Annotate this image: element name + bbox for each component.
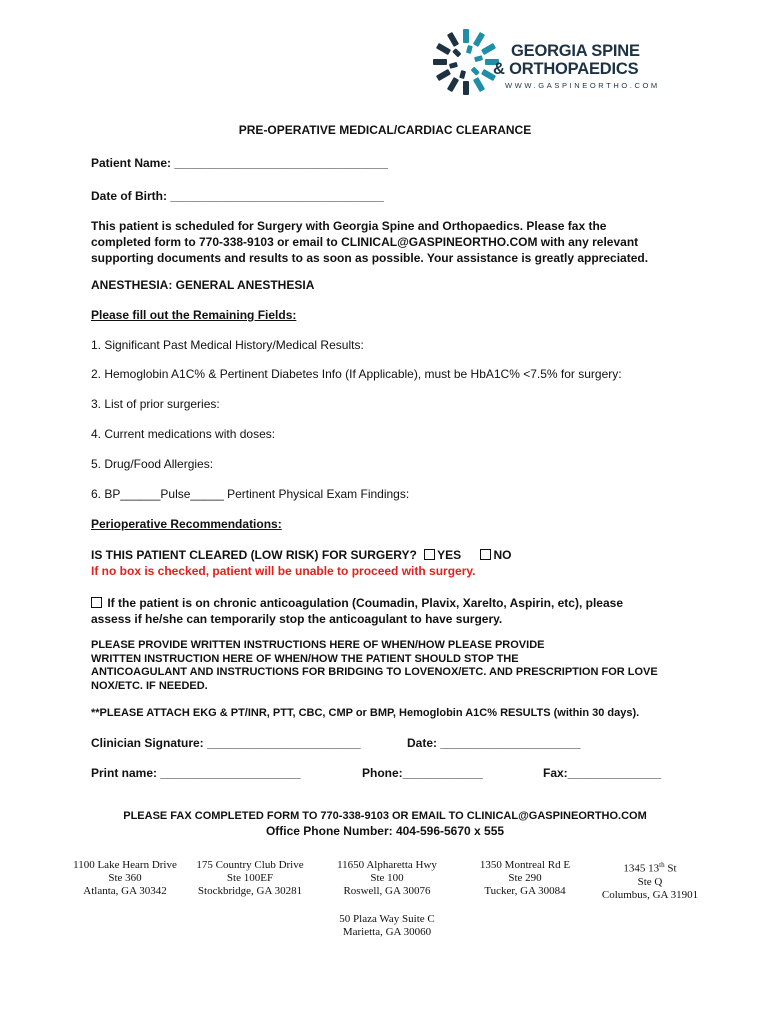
periop-heading: Perioperative Recommendations: xyxy=(91,517,282,531)
instructions-block xyxy=(91,639,658,693)
address-line: Ste 360 xyxy=(108,872,142,884)
address-line: Atlanta, GA 30342 xyxy=(83,885,167,897)
intro-line: supporting documents and results to as soon as possible. Your assistance is greatly appreciated. xyxy=(91,251,649,265)
no-checkbox[interactable] xyxy=(480,549,491,560)
address-roswell xyxy=(322,859,452,898)
item-medical-history[interactable]: 1. Significant Past Medical History/Medical Results: xyxy=(91,338,364,352)
logo-mark-icon xyxy=(430,26,500,98)
yes-option[interactable] xyxy=(424,548,461,562)
address-line: 50 Plaza Way Suite C xyxy=(339,913,435,925)
instructions-line: ANTICOAGULANT AND INSTRUCTIONS FOR BRIDGING TO LOVENOX/ETC. AND PRESCRIPTION FOR LOVE xyxy=(91,666,658,678)
address-line: Columbus, GA 31901 xyxy=(601,888,699,901)
yes-label: YES xyxy=(437,548,462,562)
address-line: Ste 100 xyxy=(370,872,404,884)
address-line: Roswell, GA 30076 xyxy=(343,885,431,897)
address-line: Ste Q xyxy=(637,875,663,888)
address-tucker xyxy=(460,859,590,898)
instructions-line: PLEASE PROVIDE WRITTEN INSTRUCTIONS HERE OF WHEN/HOW PLEASE PROVIDE xyxy=(91,639,545,651)
logo-title-line2: & ORTHOPAEDICS xyxy=(493,60,639,78)
address-line: Ste 290 xyxy=(508,872,542,884)
item-hemoglobin[interactable]: 2. Hemoglobin A1C% & Pertinent Diabetes Info (If Applicable), must be HbA1C% <7.5% for surgery: xyxy=(91,367,622,381)
attach-results-note: **PLEASE ATTACH EKG & PT/INR, PTT, CBC, CMP or BMP, Hemoglobin A1C% RESULTS (within 30 days). xyxy=(91,707,640,719)
date-field[interactable]: Date: _____________________ xyxy=(407,736,581,750)
fax-field[interactable]: Fax:______________ xyxy=(543,766,662,780)
address-columbus xyxy=(585,859,715,902)
anticoag-block xyxy=(91,595,623,627)
intro-line: This patient is scheduled for Surgery with Georgia Spine and Orthopaedics. Please fax the xyxy=(91,219,607,233)
fill-fields-heading: Please fill out the Remaining Fields: xyxy=(91,308,297,322)
item-allergies[interactable]: 5. Drug/Food Allergies: xyxy=(91,457,214,471)
no-label: NO xyxy=(493,548,512,562)
cleared-question: IS THIS PATIENT CLEARED (LOW RISK) FOR SURGERY? xyxy=(91,548,417,562)
address-line: 1350 Montreal Rd E xyxy=(479,859,571,871)
instructions-line: NOX/ETC. IF NEEDED. xyxy=(91,679,208,692)
address-marietta xyxy=(322,913,452,939)
warning-text: If no box is checked, patient will be unable to proceed with surgery. xyxy=(91,564,476,578)
company-logo xyxy=(430,26,500,98)
address-line: 1345 13th St xyxy=(623,861,677,875)
item-prior-surgeries[interactable]: 3. List of prior surgeries: xyxy=(91,397,220,411)
anticoag-checkbox[interactable] xyxy=(91,597,102,608)
address-line: 175 Country Club Drive xyxy=(196,859,304,871)
anticoag-line: assess if he/she can temporarily stop the anticoagulant to have surgery. xyxy=(91,612,503,626)
cleared-question-row xyxy=(91,548,511,562)
item-current-medications[interactable]: 4. Current medications with doses: xyxy=(91,427,276,441)
anticoag-line: If the patient is on chronic anticoagulation (Coumadin, Plavix, Xarelto, Aspirin, etc), please xyxy=(107,596,623,610)
address-atlanta xyxy=(60,859,190,898)
intro-line: completed form to 770-338-9103 or email to CLINICAL@GASPINEORTHO.COM with any relevant xyxy=(91,235,639,249)
intro-paragraph xyxy=(91,218,648,266)
date-of-birth-field[interactable]: Date of Birth: ________________________________ xyxy=(91,189,384,203)
address-line: Stockbridge, GA 30281 xyxy=(197,885,303,897)
patient-name-field[interactable]: Patient Name: ________________________________ xyxy=(91,156,388,170)
address-line: Ste 100EF xyxy=(226,872,274,884)
logo-url: WWW.GASPINEORTHO.COM xyxy=(505,81,660,90)
address-line: 1100 Lake Hearn Drive xyxy=(73,859,177,871)
item-bp-pulse[interactable]: 6. BP______Pulse_____ Pertinent Physical Exam Findings: xyxy=(91,487,410,501)
anesthesia-label: ANESTHESIA: GENERAL ANESTHESIA xyxy=(91,278,315,292)
logo-title-line1: GEORGIA SPINE xyxy=(511,42,640,60)
no-option[interactable] xyxy=(480,548,511,562)
phone-field[interactable]: Phone:____________ xyxy=(362,766,483,780)
yes-checkbox[interactable] xyxy=(424,549,435,560)
clinician-signature-field[interactable]: Clinician Signature: _______________________ xyxy=(91,736,361,750)
print-name-field[interactable]: Print name: _____________________ xyxy=(91,766,301,780)
instructions-line: WRITTEN INSTRUCTION HERE OF WHEN/HOW THE PATIENT SHOULD STOP THE xyxy=(91,652,519,665)
address-line: 11650 Alpharetta Hwy xyxy=(337,859,437,871)
office-phone: Office Phone Number: 404-596-5670 x 555 xyxy=(265,824,505,838)
fax-footer: PLEASE FAX COMPLETED FORM TO 770-338-9103 OR EMAIL TO CLINICAL@GASPINEORTHO.COM xyxy=(123,810,647,822)
address-line: Tucker, GA 30084 xyxy=(484,885,566,897)
address-line: Marietta, GA 30060 xyxy=(342,926,432,938)
address-stockbridge xyxy=(185,859,315,898)
form-title: PRE-OPERATIVE MEDICAL/CARDIAC CLEARANCE xyxy=(238,123,532,137)
